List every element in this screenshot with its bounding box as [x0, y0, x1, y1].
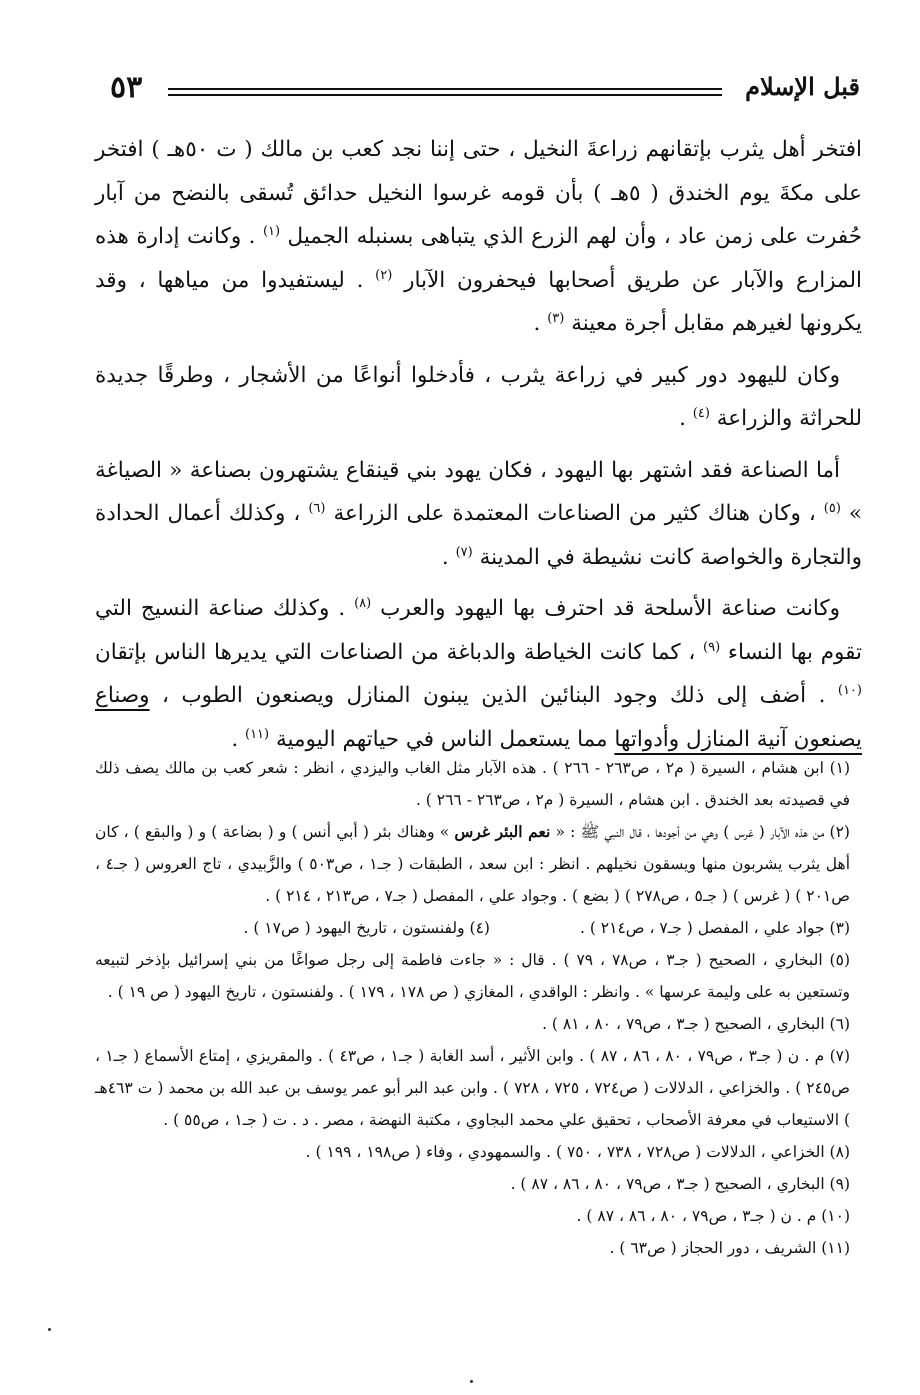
footnote-ref[interactable]: (١١): [245, 726, 270, 742]
footnote-11: (١١) الشريف ، دور الحجاز ( ص٦٣ ) .: [609, 1239, 850, 1257]
text-run: .: [679, 406, 686, 431]
text-run: . ليستفيدوا من مياهها ، وقد يكرونها لغيرهم مقابل أجرة معينة: [95, 267, 862, 336]
footnote-10: (١٠) م . ن ( جـ٣ ، ص٧٩ ، ٨٠ ، ٨٦ ، ٨٧ ) .: [576, 1207, 850, 1225]
footnote-7: (٧) م . ن ( جـ٣ ، ص٧٩ ، ٨٠ ، ٨٦ ، ٨٧ ) . وابن الأثير ، أسد الغابة ( جـ١ ، ص٤٣ ) . والمقريزي ، إمتاع الأسماع ( جـ١ ، ص٢٤٥ ) . والخزاعي ، الدلالات ( ص٧٢٤ ، ٧٢٥ ، ٧٢٨ ) . وابن عبد البر أبو عمر يوسف بن عبد الله بن محمد ( ت ٤٦٣هـ ) الاستيعاب في معرفة الأصحاب ، تحقيق علي محمد البجاوي ، مكتبة النهضة ، مصر . د . ت ( جـ١ ، ص٥٥ ) .: [95, 1047, 851, 1129]
paragraph-crafts: [95, 587, 862, 761]
text-run: وكانت صناعة الأسلحة قد احترف بها اليهود والعرب: [380, 596, 840, 621]
text-run: . وكانت إدارة هذه المزارع والآبار عن طريق أصحابها فيحفرون الآبار: [95, 224, 862, 293]
running-title: قبل الإسلام: [745, 72, 860, 101]
paragraph-jews-agriculture: [95, 354, 862, 441]
underlined-text: وصناع يصنعون آنية المنازل وأدواتها: [95, 683, 862, 752]
footnote-9: (٩) البخاري ، الصحيح ( جـ٣ ، ص٧٩ ، ٨٠ ، ٨٦ ، ٨٧ ) .: [510, 1175, 850, 1193]
footnote-text: (٢) من هذه الآبار ( غرس ) وهي من أجودها ، قال النبي ﷺ : «: [555, 823, 850, 841]
header-rule: [168, 94, 722, 96]
header-rule: [168, 88, 722, 90]
hadith-quote: نعم البئر غرس: [454, 822, 551, 841]
footnote-1: (١) ابن هشام ، السيرة ( م٢ ، ص٢٦٣ - ٢٦٦ ) . هذه الآبار مثل الغاب واليزدي ، انظر : شعر كعب بن مالك يصف ذلك في قصيدته بعد الخندق . ابن هشام ، السيرة ( م٢ ، ص٢٦٣ - ٢٦٦ ) .: [95, 759, 851, 809]
footnotes: [95, 752, 850, 1264]
text-run: افتخر أهل يثرب بإتقانهم زراعةَ النخيل ، حتى إننا نجد كعب بن مالك ( ت ٥٠هـ ) افتخر على مكةَ يوم الخندق ( ٥هـ ) بأن قومه غرسوا النخيل حدائق تُسقى بالنضح من آبار حُفرت على زمن عاد ، وأن لهم الزرع الذي يتباهى بسنبله الجميل: [95, 137, 862, 249]
text-run: ، وكذلك أعمال الحدادة والتجارة والخواصة كانت نشيطة في المدينة: [95, 501, 862, 570]
footnote-pair: [95, 912, 850, 944]
text-run: وكان لليهود دور كبير في زراعة يثرب ، فأدخلوا أنواعًا من الأشجار ، وطرقًا جديدة للحراثة والزراعة: [95, 362, 862, 431]
text-run: ، وكان هناك كثير من الصناعات المعتمدة على الزراعة: [333, 501, 816, 526]
footnote-ref[interactable]: (٩): [703, 639, 721, 655]
text-run: .: [441, 544, 449, 570]
text-run: أما الصناعة فقد اشتهر بها اليهود ، فكان يهود بني قينقاع يشتهرون بصناعة « الصياغة »: [95, 457, 863, 526]
footnote-ref[interactable]: (٦): [308, 500, 326, 516]
text-run: ، كما كانت الخياطة والدباغة من الصناعات التي يديرها الناس بإتقان: [95, 639, 696, 665]
footnote-6: (٦) البخاري ، الصحيح ( جـ٣ ، ص٧٩ ، ٨٠ ، ٨١ ) .: [542, 1015, 850, 1033]
main-text: [95, 128, 862, 769]
text-run: .: [533, 311, 541, 336]
footnote-8: (٨) الخزاعي ، الدلالات ( ص٧٢٨ ، ٧٣٨ ، ٧٥٠ ) . والسمهودي ، وفاء ( ص١٩٨ ، ١٩٩ ) .: [305, 1143, 850, 1161]
footnote-ref[interactable]: (٨): [354, 595, 372, 611]
footnote-ref[interactable]: (١٠): [837, 682, 862, 698]
paragraph-industry: [95, 449, 862, 580]
footnote-ref[interactable]: (١): [262, 223, 281, 239]
text-run: . وكذلك صناعة النسيج التي تقوم بها النساء: [95, 596, 862, 665]
footnote-ref[interactable]: (٤): [692, 405, 710, 421]
footnote-ref[interactable]: (٣): [547, 310, 565, 326]
footnote-3: (٣) جواد علي ، المفصل ( جـ٧ ، ص٢١٤ ) .: [579, 919, 850, 937]
footnote-4: (٤) ولفنستون ، تاريخ اليهود ( ص١٧ ) .: [243, 919, 490, 937]
paragraph-agriculture: [95, 128, 862, 346]
footnote-5: (٥) البخاري ، الصحيح ( جـ٣ ، ص٧٨ ، ٧٩ ) . قال : « جاءت فاطمة إلى رجل صواغًا من بني إسرائيل بإذخر لتبيعه وتستعين به على وليمة عرسها » . وانظر : الواقدي ، المغازي ( ص ١٧٨ ، ١٧٩ ) . ولفنستون ، تاريخ اليهود ( ص ١٩ ) .: [95, 951, 850, 1001]
text-run: . أضف إلى ذلك وجود البنائين الذين يبنون المنازل ويصنعون الطوب ،: [149, 683, 826, 708]
scan-speck: [48, 1328, 51, 1331]
scan-speck: [470, 1380, 473, 1383]
text-run: .: [231, 726, 239, 752]
footnote-ref[interactable]: (٥): [823, 500, 841, 516]
footnote-text: » وهناك بئر ( أبي أنس ) و ( بضاعة ) و ( والبقع ) ، كان أهل يثرب يشربون منها ويسقون نخيلهم . انظر : ابن سعد ، الطبقات ( جـ١ ، ص٥٠٣ ) والزَّبيدي ، تاج العروس ( جـ٤ ، ص٢٠١ ) ( غرس ) ( جـ٥ ، ص٢٧٨ ) ( بضع ) . وجواد علي ، المفصل ( جـ٧ ، ص٢١٣ ، ٢١٤ ) .: [95, 823, 850, 905]
page-header: [110, 70, 860, 110]
page-number: ٥٣: [110, 70, 143, 105]
footnote-ref[interactable]: (٢): [375, 267, 393, 283]
footnote-ref[interactable]: (٧): [455, 544, 473, 560]
text-run: مما يستعمل الناس في حياتهم اليومية: [275, 726, 608, 752]
footnote-2: [95, 816, 850, 912]
